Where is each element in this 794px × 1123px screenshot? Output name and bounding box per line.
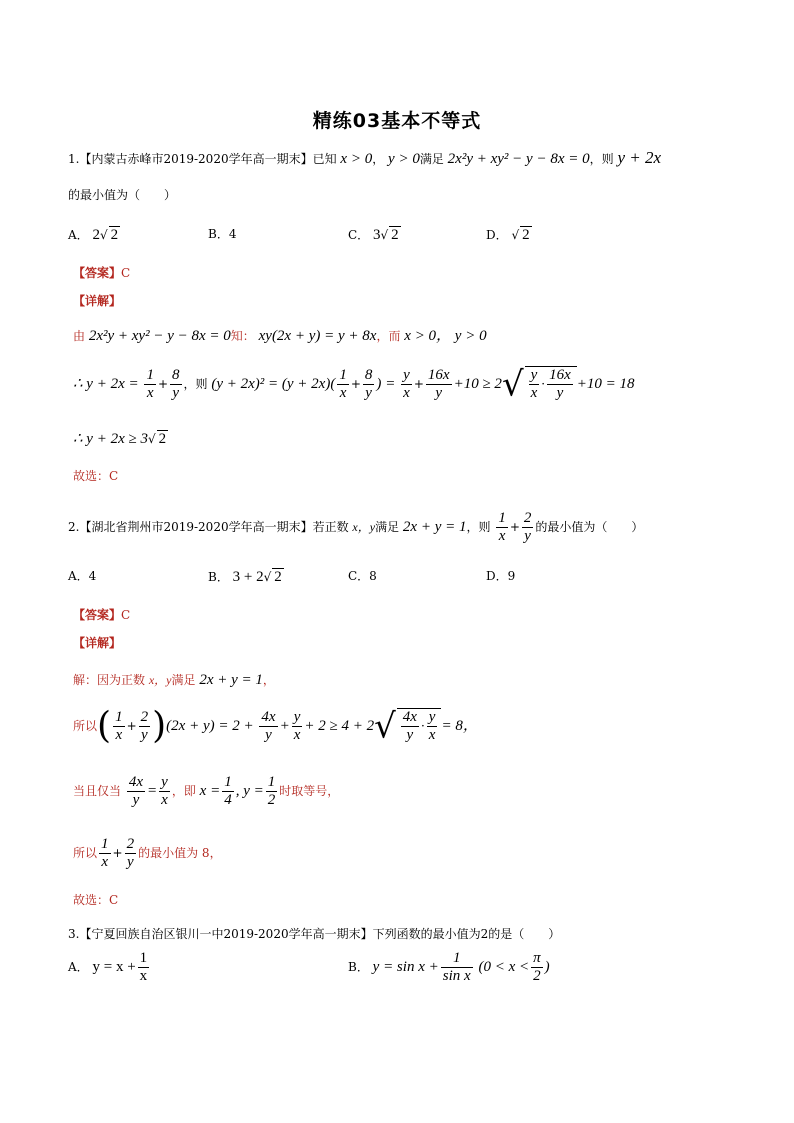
- q2-detail-label: 【详解】: [73, 636, 122, 650]
- q2-option-a: A．4: [68, 569, 97, 583]
- page-title: 精练03基本不等式: [312, 110, 482, 132]
- q1-option-b: B．4: [208, 227, 237, 241]
- q2-stem: 2.【湖北省荆州市2019-2020学年高一期末】若正数 x，y满足 2x + y = 1，则 $\frac{1}{x}$ + $\frac{2}{y}$ 的最小值为（ ）: [68, 510, 644, 544]
- q2-option-c: C．8: [348, 569, 377, 583]
- q2-option-b: B． 3 + 2√ 2: [208, 569, 282, 585]
- q1-conclusion: 故选：C: [73, 469, 119, 483]
- q3-option-b: B． y = sin x + $\frac{1}{\text{sin x}}$ (0 < x < $\frac{\pi}{2}$ ): [348, 950, 550, 984]
- q2-option-d: D．9: [486, 569, 516, 583]
- q2-step3: 当且仅当 $\frac{4x}{y}$ = $\frac{y}{x}$ ，即 x = $\frac{1}{4}$ , y = $\frac{1}{2}$ 时取等号，: [73, 774, 340, 808]
- q1-detail-label: 【详解】: [73, 294, 122, 308]
- q1-step3: ∴ y + 2x ≥ 3√ 2: [73, 431, 167, 447]
- q1-stem: 1.【内蒙古赤峰市2019-2020学年高一期末】已知 x > 0， y > 0满足 2x²y + xy² − y − 8x = 0，则 y + 2x: [68, 148, 662, 167]
- q1-step2: ∴ y + 2x = $\frac{1}{x}$ + $\frac{8}{y}$ ，则 (y + 2x)² = (y + 2x)( $\frac{1}{x}$ + $\frac{8}{y}$ ) = $\frac{y}{x}$ + $\frac{16x}{y}$ +10 ≥ 2√ $\frac{y}{x}$ · $\frac{16x}{y}$ +10 = 18: [73, 364, 635, 405]
- q1-option-a: A． 2√ 2: [68, 227, 119, 243]
- q1-option-c: C． 3√ 2: [348, 227, 399, 243]
- q2-step2: 所以( $\frac{1}{x}$ + $\frac{2}{y}$ )(2x + y) = 2 + $\frac{4x}{y}$ + $\frac{y}{x}$ + 2 ≥ 4 + 2√ $\frac{4x}{y}$ · $\frac{y}{x}$ = 8，: [73, 705, 478, 747]
- q2-step4: 所以 $\frac{1}{x}$ + $\frac{2}{y}$ 的最小值为 8，: [73, 836, 222, 870]
- q2-answer: 【答案】C: [73, 608, 131, 622]
- q3-option-a: A． y = x + $\frac{1}{x}$: [68, 950, 148, 984]
- q2-conclusion: 故选：C: [73, 893, 119, 907]
- q1-stem-line2: 的最小值为（ ）: [68, 188, 177, 202]
- q1-step1: 由 2x²y + xy² − y − 8x = 0知： xy(2x + y) = y + 8x，而 x > 0， y > 0: [73, 328, 487, 344]
- q1-option-d: D． √ 2: [486, 227, 530, 243]
- q1-answer: 【答案】C: [73, 266, 131, 280]
- q3-stem: 3.【宁夏回族自治区银川一中2019-2020学年高一期末】下列函数的最小值为2的是（ ）: [68, 927, 561, 941]
- q2-step1: 解：因为正数 x，y满足 2x + y = 1，: [73, 672, 275, 688]
